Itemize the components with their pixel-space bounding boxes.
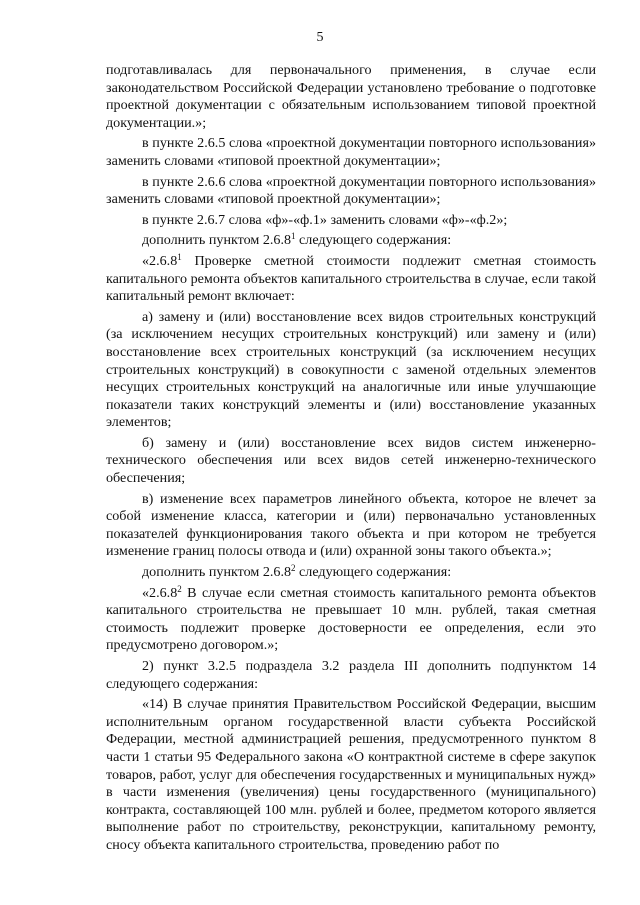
superscript: 2 bbox=[291, 563, 296, 574]
paragraph: 2) пункт 3.2.5 подраздела 3.2 раздела III дополнить подпунктом 14 следующего содержания: bbox=[106, 658, 596, 692]
paragraph-text: дополнить пунктом 2.6.8 bbox=[142, 232, 292, 249]
paragraph bbox=[106, 564, 596, 582]
paragraph-text: следующего содержания: bbox=[295, 564, 452, 581]
paragraph-text: «2.6.8 bbox=[142, 252, 178, 269]
superscript: 1 bbox=[177, 251, 182, 262]
paragraph: а) замену и (или) восстановление всех видов строительных конструкций (за исключением несущих строительных конструкций) или замену и (или) восстановление всех строительных конструкций (за исключением несущих строительных конструкций) в совокупности с заменой отдельных элементов несущих строительных конструкций на аналогичные или иные улучшающие показатели таких конструкций элементы и (или) восстановление указанных элементов; bbox=[106, 308, 596, 431]
paragraph: б) замену и (или) восстановление всех видов систем инженерно-технического обеспечения или всех видов сетей инженерно-технического обеспечения; bbox=[106, 434, 596, 487]
paragraph: подготавливалась для первоначального применения, в случае если законодательством Российской Федерации установлено требование о подготовке проектной документации с обязательным использованием типовой проектной документации.»; bbox=[106, 62, 596, 131]
document-body bbox=[106, 62, 596, 858]
superscript: 1 bbox=[291, 231, 296, 242]
paragraph-text: Проверке сметной стоимости подлежит сметная стоимость капитального ремонта объектов капитального строительства в случае, если такой капитальный ремонт включает: bbox=[106, 252, 596, 305]
superscript: 2 bbox=[177, 583, 182, 594]
paragraph bbox=[106, 232, 596, 250]
paragraph-text: дополнить пунктом 2.6.8 bbox=[142, 564, 292, 581]
page-number: 5 bbox=[316, 30, 324, 45]
paragraph: «14) В случае принятия Правительством Российской Федерации, высшим исполнительным органом государственной власти субъекта Российской Федерации, местной администрацией решения, предусмотренного пунктом 8 части 1 статьи 95 Федерального закона «О контрактной системе в сфере закупок товаров, работ, услуг для обеспечения государственных и муниципальных нужд» в части изменения (увеличения) цены государственного (муниципального) контракта, составляющей 100 млн. рублей и более, предметом которого является выполнение работ по строительству, реконструкции, капитальному ремонту, сносу объекта капитального строительства, проведению работ по bbox=[106, 696, 596, 853]
paragraph-text: следующего содержания: bbox=[295, 232, 452, 249]
paragraph-text: В случае если сметная стоимость капитального ремонта объектов капитального строительства не превышает 10 млн. рублей, такая сметная стоимость подлежит проверке достоверности ее определения, если это предусмотрено договором.»; bbox=[106, 584, 596, 654]
paragraph: в пункте 2.6.5 слова «проектной документации повторного использования» заменить словами «типовой проектной документации»; bbox=[106, 135, 596, 169]
paragraph: в) изменение всех параметров линейного объекта, которое не влечет за собой изменение класса, категории и (или) первоначально установленных показателей функционирования такого объекта и при котором не требуется изменение границ полосы отвода и (или) охранной зоны такого объекта.»; bbox=[106, 490, 596, 560]
paragraph bbox=[106, 585, 596, 655]
paragraph bbox=[106, 253, 596, 306]
paragraph: в пункте 2.6.6 слова «проектной документации повторного использования» заменить словами «типовой проектной документации»; bbox=[106, 173, 596, 208]
paragraph: в пункте 2.6.7 слова «ф»-«ф.1» заменить словами «ф»-«ф.2»; bbox=[142, 211, 508, 228]
paragraph-text: «2.6.8 bbox=[142, 584, 178, 601]
